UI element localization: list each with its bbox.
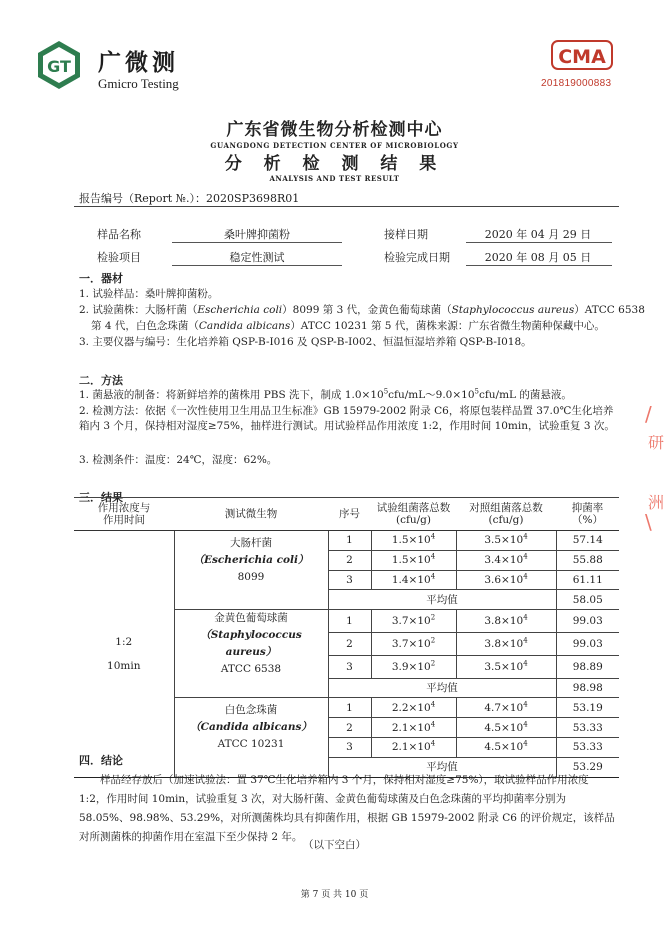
col-header-organism: 测试微生物 (174, 498, 328, 531)
test-count-cell: $1.4\times 10^4$ (371, 570, 456, 590)
control-count-cell: $3.4\times 10^4$ (456, 550, 556, 570)
rate-cell: 53.33 (556, 718, 619, 738)
seq-cell: 2 (328, 718, 371, 738)
methods-item-1: 1. 菌悬液的制备：将新鲜培养的菌株用 PBS 洗下，制成 $1.0\times 10^5cfu/mL\sim 9.0\times 10^5cfu/mL$ 的菌悬液。 (79, 387, 572, 401)
doc-title-en: ANALYSIS AND TEST RESULT (269, 174, 400, 183)
organism-spacer-cell (174, 590, 328, 610)
average-label-cell: 平均值 (328, 590, 556, 610)
seq-cell: 1 (328, 698, 371, 718)
section-methods-title: 二．方法 (79, 374, 123, 387)
receive-date-value: 2020 年 04 月 29 日 (484, 228, 592, 241)
seq-cell: 1 (328, 531, 371, 551)
col-header-seq: 序号 (328, 498, 371, 531)
test-count-cell: $2.2\times 10^4$ (371, 698, 456, 718)
test-item-label: 检验项目 (97, 251, 141, 264)
results-table (74, 497, 619, 778)
conclusion-paragraph: 样品经存放后（加速试验法：置 37℃生化培养箱内 3 个月，保持相对湿度≥75%），取试验样品作用浓度 1:2，作用时间 10min，试验重复 3 次，对大肠杆菌、金黄色葡萄球菌及白色念珠菌的平均抑菌率分别为 58.05%、98.98%、53.29%，对所测菌株均具有抑菌作用，根据 GB 15979-2002 附录 C6 的评价规定，该样品对所测菌株的抑菌作用在室温下至少保持 2 年。 (79, 774, 615, 843)
control-count-cell: $4.7\times 10^4$ (456, 698, 556, 718)
average-value-cell: 53.29 (556, 757, 619, 777)
section-materials-title: 一．器材 (79, 272, 123, 285)
methods-item-3: 3. 检测条件：温度：24℃，湿度：62%。 (79, 454, 278, 466)
conc-time-cell: 1:2 10min (74, 531, 174, 778)
report-number: 报告编号（Report №.）：2020SP3698R01 (79, 192, 300, 205)
sample-name-value: 桑叶牌抑菌粉 (224, 228, 290, 241)
seq-cell: 3 (328, 738, 371, 758)
rate-cell: 99.03 (556, 610, 619, 633)
test-count-cell: $2.1\times 10^4$ (371, 718, 456, 738)
brand-name-cn: 广微测 (98, 50, 179, 76)
side-stamp-char-1: 研 (648, 433, 665, 452)
materials-item-1: 1. 试验样品：桑叶牌抑菌粉。 (79, 288, 219, 300)
cma-number: 201819000883 (541, 78, 612, 89)
organism-spacer-cell (174, 678, 328, 698)
seq-cell: 1 (328, 610, 371, 633)
section-results-title: 三．结果 (79, 491, 123, 504)
control-count-cell: $3.8\times 10^4$ (456, 610, 556, 633)
col-header-rate: 抑菌率 （%） (556, 498, 619, 531)
methods-item-2: 2. 检测方法：依据《一次性使用卫生用品卫生标准》GB 15979-2002 附录 C6，将原包装样品置 37.0℃生化培养箱内 3 个月，保持相对湿度≥75%，抽样进行测试。用试验样品作用浓度 1:2，作用时间 10min，试验重复 3 次。 (79, 405, 615, 432)
brand-name-en: Gmicro Testing (98, 76, 179, 91)
materials-item-2-line2: 第 4 代，白色念珠菌（Candida albicans）ATCC 10231 第 5 代，菌株来源：广东省微生物菌种保藏中心。 (91, 320, 605, 332)
average-value-cell: 98.98 (556, 678, 619, 698)
test-count-cell: $3.9\times 10^2$ (371, 655, 456, 678)
cma-logo-icon (551, 38, 613, 72)
test-count-cell: $1.5\times 10^4$ (371, 531, 456, 551)
rate-cell: 99.03 (556, 633, 619, 656)
side-stamp-slash-bottom: \ (645, 510, 652, 534)
sample-name-underline (172, 242, 342, 243)
sample-name-label: 样品名称 (97, 228, 141, 241)
side-stamp-char-2: 洲 (648, 493, 665, 512)
gmicro-logo-icon (36, 40, 82, 90)
organism-cell: 白色念珠菌 （Candida albicans） ATCC 10231 (174, 698, 328, 757)
test-count-cell: $3.7\times 10^2$ (371, 633, 456, 656)
test-item-underline (172, 265, 342, 266)
seq-cell: 3 (328, 655, 371, 678)
doc-title-cn: 分 析 检 测 结 果 (224, 154, 445, 174)
complete-date-label: 检验完成日期 (384, 251, 450, 264)
side-stamp-slash-top: / (645, 402, 652, 426)
page-footer: 第 7 页 共 10 页 (300, 890, 369, 900)
average-label-cell: 平均值 (328, 678, 556, 698)
seq-cell: 2 (328, 550, 371, 570)
complete-date-value: 2020 年 08 月 05 日 (484, 251, 592, 264)
materials-item-2-line1: 2. 试验菌株：大肠杆菌（Escherichia coli）8099 第 3 代，金黄色葡萄球菌（Staphylococcus aureus）ATCC 6538 (79, 304, 645, 316)
seq-cell: 2 (328, 633, 371, 656)
materials-item-3: 3. 主要仪器与编号：生化培养箱 QSP-B-I016 及 QSP-B-I002、恒温恒湿培养箱 QSP-B-I018。 (79, 336, 532, 348)
header-rule (74, 206, 619, 207)
rate-cell: 55.88 (556, 550, 619, 570)
blank-below-note: （以下空白） (303, 839, 366, 851)
test-item-value: 稳定性测试 (229, 251, 285, 264)
organism-cell: 大肠杆菌 （Escherichia coli） 8099 (174, 531, 328, 590)
test-count-cell: $2.1\times 10^4$ (371, 738, 456, 758)
average-label-cell: 平均值 (328, 757, 556, 777)
org-name-en: GUANGDONG DETECTION CENTER OF MICROBIOLOGY (210, 141, 459, 150)
table-row (74, 531, 619, 551)
rate-cell: 53.19 (556, 698, 619, 718)
control-count-cell: $3.6\times 10^4$ (456, 570, 556, 590)
rate-cell: 61.11 (556, 570, 619, 590)
control-count-cell: $3.8\times 10^4$ (456, 633, 556, 656)
control-count-cell: $3.5\times 10^4$ (456, 655, 556, 678)
complete-date-underline (466, 265, 612, 266)
control-count-cell: $4.5\times 10^4$ (456, 718, 556, 738)
col-header-test: 试验组菌落总数 (cfu/g) (371, 498, 456, 531)
section-conclusion-title: 四．结论 (79, 754, 123, 767)
logo-letters: GT (47, 57, 71, 76)
receive-date-label: 接样日期 (384, 228, 428, 241)
seq-cell: 3 (328, 570, 371, 590)
col-header-conc-time: 作用浓度与 作用时间 (74, 498, 174, 531)
cma-text: CMA (558, 46, 606, 68)
organism-cell: 金黄色葡萄球菌 （Staphylococcus aureus） ATCC 6538 (174, 610, 328, 679)
rate-cell: 98.89 (556, 655, 619, 678)
average-value-cell: 58.05 (556, 590, 619, 610)
test-count-cell: $1.5\times 10^4$ (371, 550, 456, 570)
rate-cell: 57.14 (556, 531, 619, 551)
org-name-cn: 广东省微生物分析检测中心 (226, 120, 443, 140)
control-count-cell: $3.5\times 10^4$ (456, 531, 556, 551)
test-count-cell: $3.7\times 10^2$ (371, 610, 456, 633)
receive-date-underline (466, 242, 612, 243)
rate-cell: 53.33 (556, 738, 619, 758)
control-count-cell: $4.5\times 10^4$ (456, 738, 556, 758)
col-header-control: 对照组菌落总数 (cfu/g) (456, 498, 556, 531)
